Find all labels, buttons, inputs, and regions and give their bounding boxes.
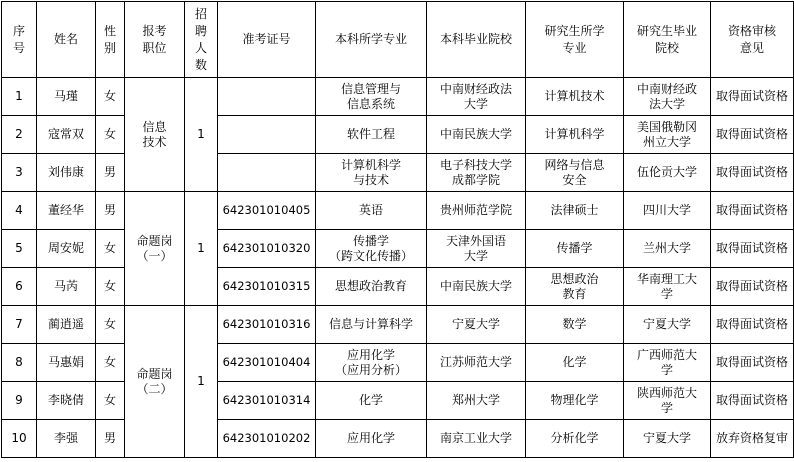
table-row bbox=[2, 306, 794, 344]
header-pg-school: 研究生毕业 院校 bbox=[624, 2, 711, 78]
table-row bbox=[2, 230, 794, 268]
header-position: 报考 职位 bbox=[125, 2, 185, 78]
cell-gender: 女 bbox=[96, 344, 125, 382]
cell-pg-school: 伍伦贡大学 bbox=[624, 154, 711, 192]
cell-pg-major: 数学 bbox=[526, 306, 624, 344]
cell-name: 寇常双 bbox=[37, 116, 96, 154]
cell-ug-school: 江苏师范大学 bbox=[427, 344, 526, 382]
cell-quota: 1 bbox=[185, 78, 218, 192]
header-ug-school: 本科毕业院校 bbox=[427, 2, 526, 78]
cell-ticket bbox=[218, 116, 316, 154]
cell-pg-major: 传播学 bbox=[526, 230, 624, 268]
cell-name: 董经华 bbox=[37, 192, 96, 230]
cell-ticket: 642301010405 bbox=[218, 192, 316, 230]
cell-review: 取得面试资格 bbox=[711, 344, 794, 382]
cell-ticket: 642301010404 bbox=[218, 344, 316, 382]
table-row bbox=[2, 78, 794, 116]
table-row bbox=[2, 420, 794, 458]
header-ug-major: 本科所学专业 bbox=[316, 2, 427, 78]
cell-position: 命题岗 （一） bbox=[125, 192, 185, 306]
cell-name: 蔺逍遥 bbox=[37, 306, 96, 344]
cell-ug-major: 信息管理与 信息系统 bbox=[316, 78, 427, 116]
header-seq: 序 号 bbox=[2, 2, 37, 78]
cell-ug-major: 信息与计算科学 bbox=[316, 306, 427, 344]
cell-name: 周安妮 bbox=[37, 230, 96, 268]
cell-gender: 女 bbox=[96, 78, 125, 116]
cell-quota: 1 bbox=[185, 306, 218, 458]
cell-ticket: 642301010315 bbox=[218, 268, 316, 306]
cell-review: 取得面试资格 bbox=[711, 230, 794, 268]
cell-seq: 8 bbox=[2, 344, 37, 382]
cell-review: 取得面试资格 bbox=[711, 382, 794, 420]
cell-name: 马芮 bbox=[37, 268, 96, 306]
cell-ug-school: 南京工业大学 bbox=[427, 420, 526, 458]
cell-pg-major: 网络与信息 安全 bbox=[526, 154, 624, 192]
cell-review: 取得面试资格 bbox=[711, 268, 794, 306]
cell-pg-school: 陕西师范大 学 bbox=[624, 382, 711, 420]
cell-pg-major: 化学 bbox=[526, 344, 624, 382]
cell-ug-major: 思想政治教育 bbox=[316, 268, 427, 306]
cell-ug-major: 化学 bbox=[316, 382, 427, 420]
cell-gender: 男 bbox=[96, 420, 125, 458]
cell-ug-school: 电子科技大学 成都学院 bbox=[427, 154, 526, 192]
cell-name: 刘伟康 bbox=[37, 154, 96, 192]
cell-ug-major: 计算机科学 与技术 bbox=[316, 154, 427, 192]
cell-ticket: 642301010314 bbox=[218, 382, 316, 420]
cell-pg-school: 中南财经政 法大学 bbox=[624, 78, 711, 116]
header-pg-major: 研究生所学 专业 bbox=[526, 2, 624, 78]
cell-review: 取得面试资格 bbox=[711, 116, 794, 154]
cell-ug-major: 应用化学 （应用分析） bbox=[316, 344, 427, 382]
cell-ug-school: 中南民族大学 bbox=[427, 116, 526, 154]
header-name: 姓名 bbox=[37, 2, 96, 78]
cell-pg-school: 广西师范大 学 bbox=[624, 344, 711, 382]
cell-pg-major: 法律硕士 bbox=[526, 192, 624, 230]
cell-seq: 5 bbox=[2, 230, 37, 268]
cell-review: 取得面试资格 bbox=[711, 192, 794, 230]
cell-ug-school: 宁夏大学 bbox=[427, 306, 526, 344]
cell-gender: 男 bbox=[96, 154, 125, 192]
table-row bbox=[2, 344, 794, 382]
cell-gender: 女 bbox=[96, 382, 125, 420]
cell-seq: 10 bbox=[2, 420, 37, 458]
cell-ticket: 642301010202 bbox=[218, 420, 316, 458]
cell-pg-school: 华南理工大 学 bbox=[624, 268, 711, 306]
cell-name: 李晓倩 bbox=[37, 382, 96, 420]
cell-pg-school: 宁夏大学 bbox=[624, 306, 711, 344]
cell-review: 放弃资格复审 bbox=[711, 420, 794, 458]
header-review: 资格审核 意见 bbox=[711, 2, 794, 78]
cell-pg-school: 四川大学 bbox=[624, 192, 711, 230]
cell-ug-major: 传播学 （跨文化传播） bbox=[316, 230, 427, 268]
cell-name: 马瑾 bbox=[37, 78, 96, 116]
cell-seq: 1 bbox=[2, 78, 37, 116]
cell-review: 取得面试资格 bbox=[711, 154, 794, 192]
cell-seq: 7 bbox=[2, 306, 37, 344]
cell-name: 李强 bbox=[37, 420, 96, 458]
cell-seq: 9 bbox=[2, 382, 37, 420]
header-ticket: 准考证号 bbox=[218, 2, 316, 78]
cell-seq: 6 bbox=[2, 268, 37, 306]
cell-ticket bbox=[218, 78, 316, 116]
cell-gender: 女 bbox=[96, 268, 125, 306]
cell-position: 信息 技术 bbox=[125, 78, 185, 192]
table-header-row bbox=[2, 2, 794, 78]
cell-pg-school: 美国俄勒冈 州立大学 bbox=[624, 116, 711, 154]
cell-ug-school: 郑州大学 bbox=[427, 382, 526, 420]
table-row bbox=[2, 268, 794, 306]
cell-pg-major: 物理化学 bbox=[526, 382, 624, 420]
cell-review: 取得面试资格 bbox=[711, 78, 794, 116]
cell-ticket: 642301010320 bbox=[218, 230, 316, 268]
cell-ug-school: 中南财经政法 大学 bbox=[427, 78, 526, 116]
cell-review: 取得面试资格 bbox=[711, 306, 794, 344]
header-quota: 招 聘 人 数 bbox=[185, 2, 218, 78]
cell-ug-school: 贵州师范学院 bbox=[427, 192, 526, 230]
cell-pg-school: 宁夏大学 bbox=[624, 420, 711, 458]
cell-ug-major: 英语 bbox=[316, 192, 427, 230]
header-gender: 性 别 bbox=[96, 2, 125, 78]
cell-gender: 女 bbox=[96, 306, 125, 344]
cell-gender: 女 bbox=[96, 230, 125, 268]
cell-pg-major: 计算机技术 bbox=[526, 78, 624, 116]
table-row bbox=[2, 192, 794, 230]
cell-ticket bbox=[218, 154, 316, 192]
cell-ug-major: 应用化学 bbox=[316, 420, 427, 458]
cell-seq: 2 bbox=[2, 116, 37, 154]
cell-pg-school: 兰州大学 bbox=[624, 230, 711, 268]
cell-pg-major: 计算机科学 bbox=[526, 116, 624, 154]
cell-name: 马惠娟 bbox=[37, 344, 96, 382]
table-row bbox=[2, 116, 794, 154]
cell-pg-major: 思想政治 教育 bbox=[526, 268, 624, 306]
cell-ug-school: 天津外国语 大学 bbox=[427, 230, 526, 268]
cell-pg-major: 分析化学 bbox=[526, 420, 624, 458]
cell-ug-major: 软件工程 bbox=[316, 116, 427, 154]
cell-position: 命题岗 （二） bbox=[125, 306, 185, 458]
cell-seq: 4 bbox=[2, 192, 37, 230]
cell-ug-school: 中南民族大学 bbox=[427, 268, 526, 306]
cell-seq: 3 bbox=[2, 154, 37, 192]
cell-quota: 1 bbox=[185, 192, 218, 306]
cell-ticket: 642301010316 bbox=[218, 306, 316, 344]
cell-gender: 男 bbox=[96, 192, 125, 230]
cell-gender: 女 bbox=[96, 116, 125, 154]
table-row bbox=[2, 154, 794, 192]
candidate-table bbox=[1, 1, 794, 458]
table-row bbox=[2, 382, 794, 420]
